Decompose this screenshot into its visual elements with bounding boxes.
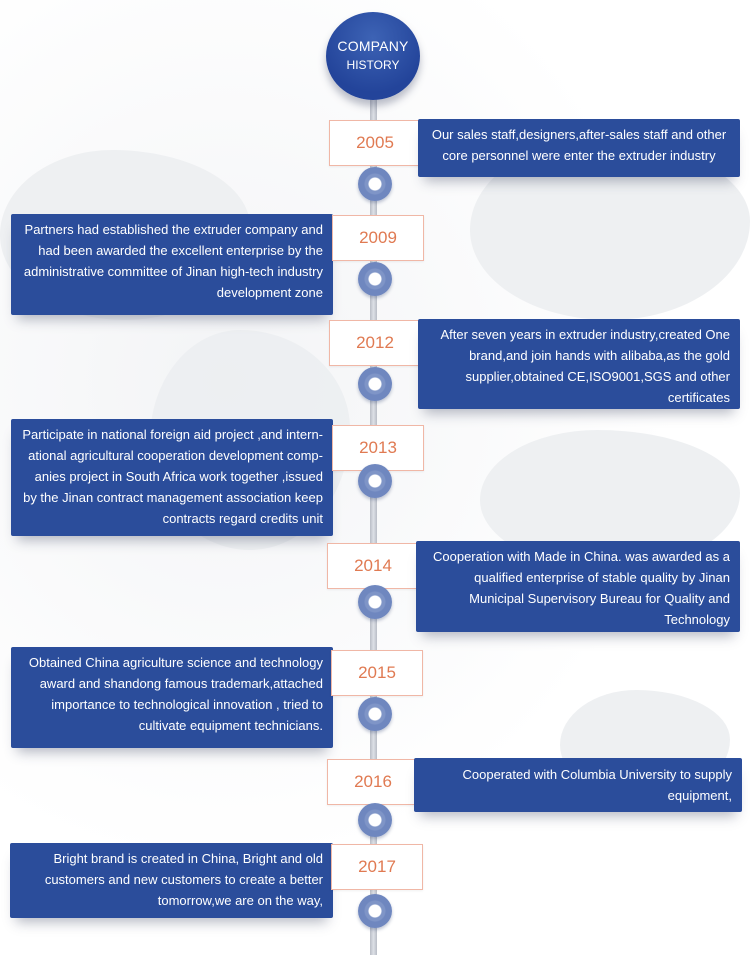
event-card-2005: Our sales staff,designers,after-sales staff and other core personnel were enter the extruder industry [418,119,740,177]
timeline-node-icon [358,262,392,296]
event-card-2013: Participate in national foreign aid project ,and intern-ational agricultural cooperation development comp-anies project in South Africa work together ,issued by the Jinan contract management association keep contracts regard credits unit [11,419,333,536]
event-card-2012: After seven years in extruder industry,created One brand,and join hands with alibaba,as the gold supplier,obtained CE,ISO9001,SGS and other certificates [418,319,740,409]
event-card-2016: Cooperated with Columbia University to supply equipment, [414,758,742,812]
year-label-2015: 2015 [331,650,423,696]
badge-title-line1: COMPANY [337,38,409,54]
timeline-node-icon [358,803,392,837]
event-card-2015: Obtained China agriculture science and technology award and shandong famous trademark,attached importance to technological innovation , tried to cultivate equipment technicians. [11,647,333,748]
event-card-2017: Bright brand is created in China, Bright and old customers and new customers to create a better tomorrow,we are on the way, [10,843,333,918]
year-label-2012: 2012 [329,320,421,366]
year-label-2005: 2005 [329,120,421,166]
year-label-2013: 2013 [332,425,424,471]
timeline-node-icon [358,894,392,928]
timeline-node-icon [358,167,392,201]
year-label-2016: 2016 [327,759,419,805]
year-label-2009: 2009 [332,215,424,261]
company-history-badge [326,12,420,100]
timeline-node-icon [358,697,392,731]
year-label-2017: 2017 [331,844,423,890]
year-label-2014: 2014 [327,543,419,589]
badge-title-line2: HISTORY [346,58,400,72]
event-card-2014: Cooperation with Made in China. was awarded as a qualified enterprise of stable quality by Jinan Municipal Supervisory Bureau for Quality and Technology [416,541,740,632]
timeline-node-icon [358,585,392,619]
event-card-2009: Partners had established the extruder company and had been awarded the excellent enterprise by the administrative committee of Jinan high-tech industry development zone [11,214,333,315]
timeline-node-icon [358,367,392,401]
timeline-node-icon [358,464,392,498]
